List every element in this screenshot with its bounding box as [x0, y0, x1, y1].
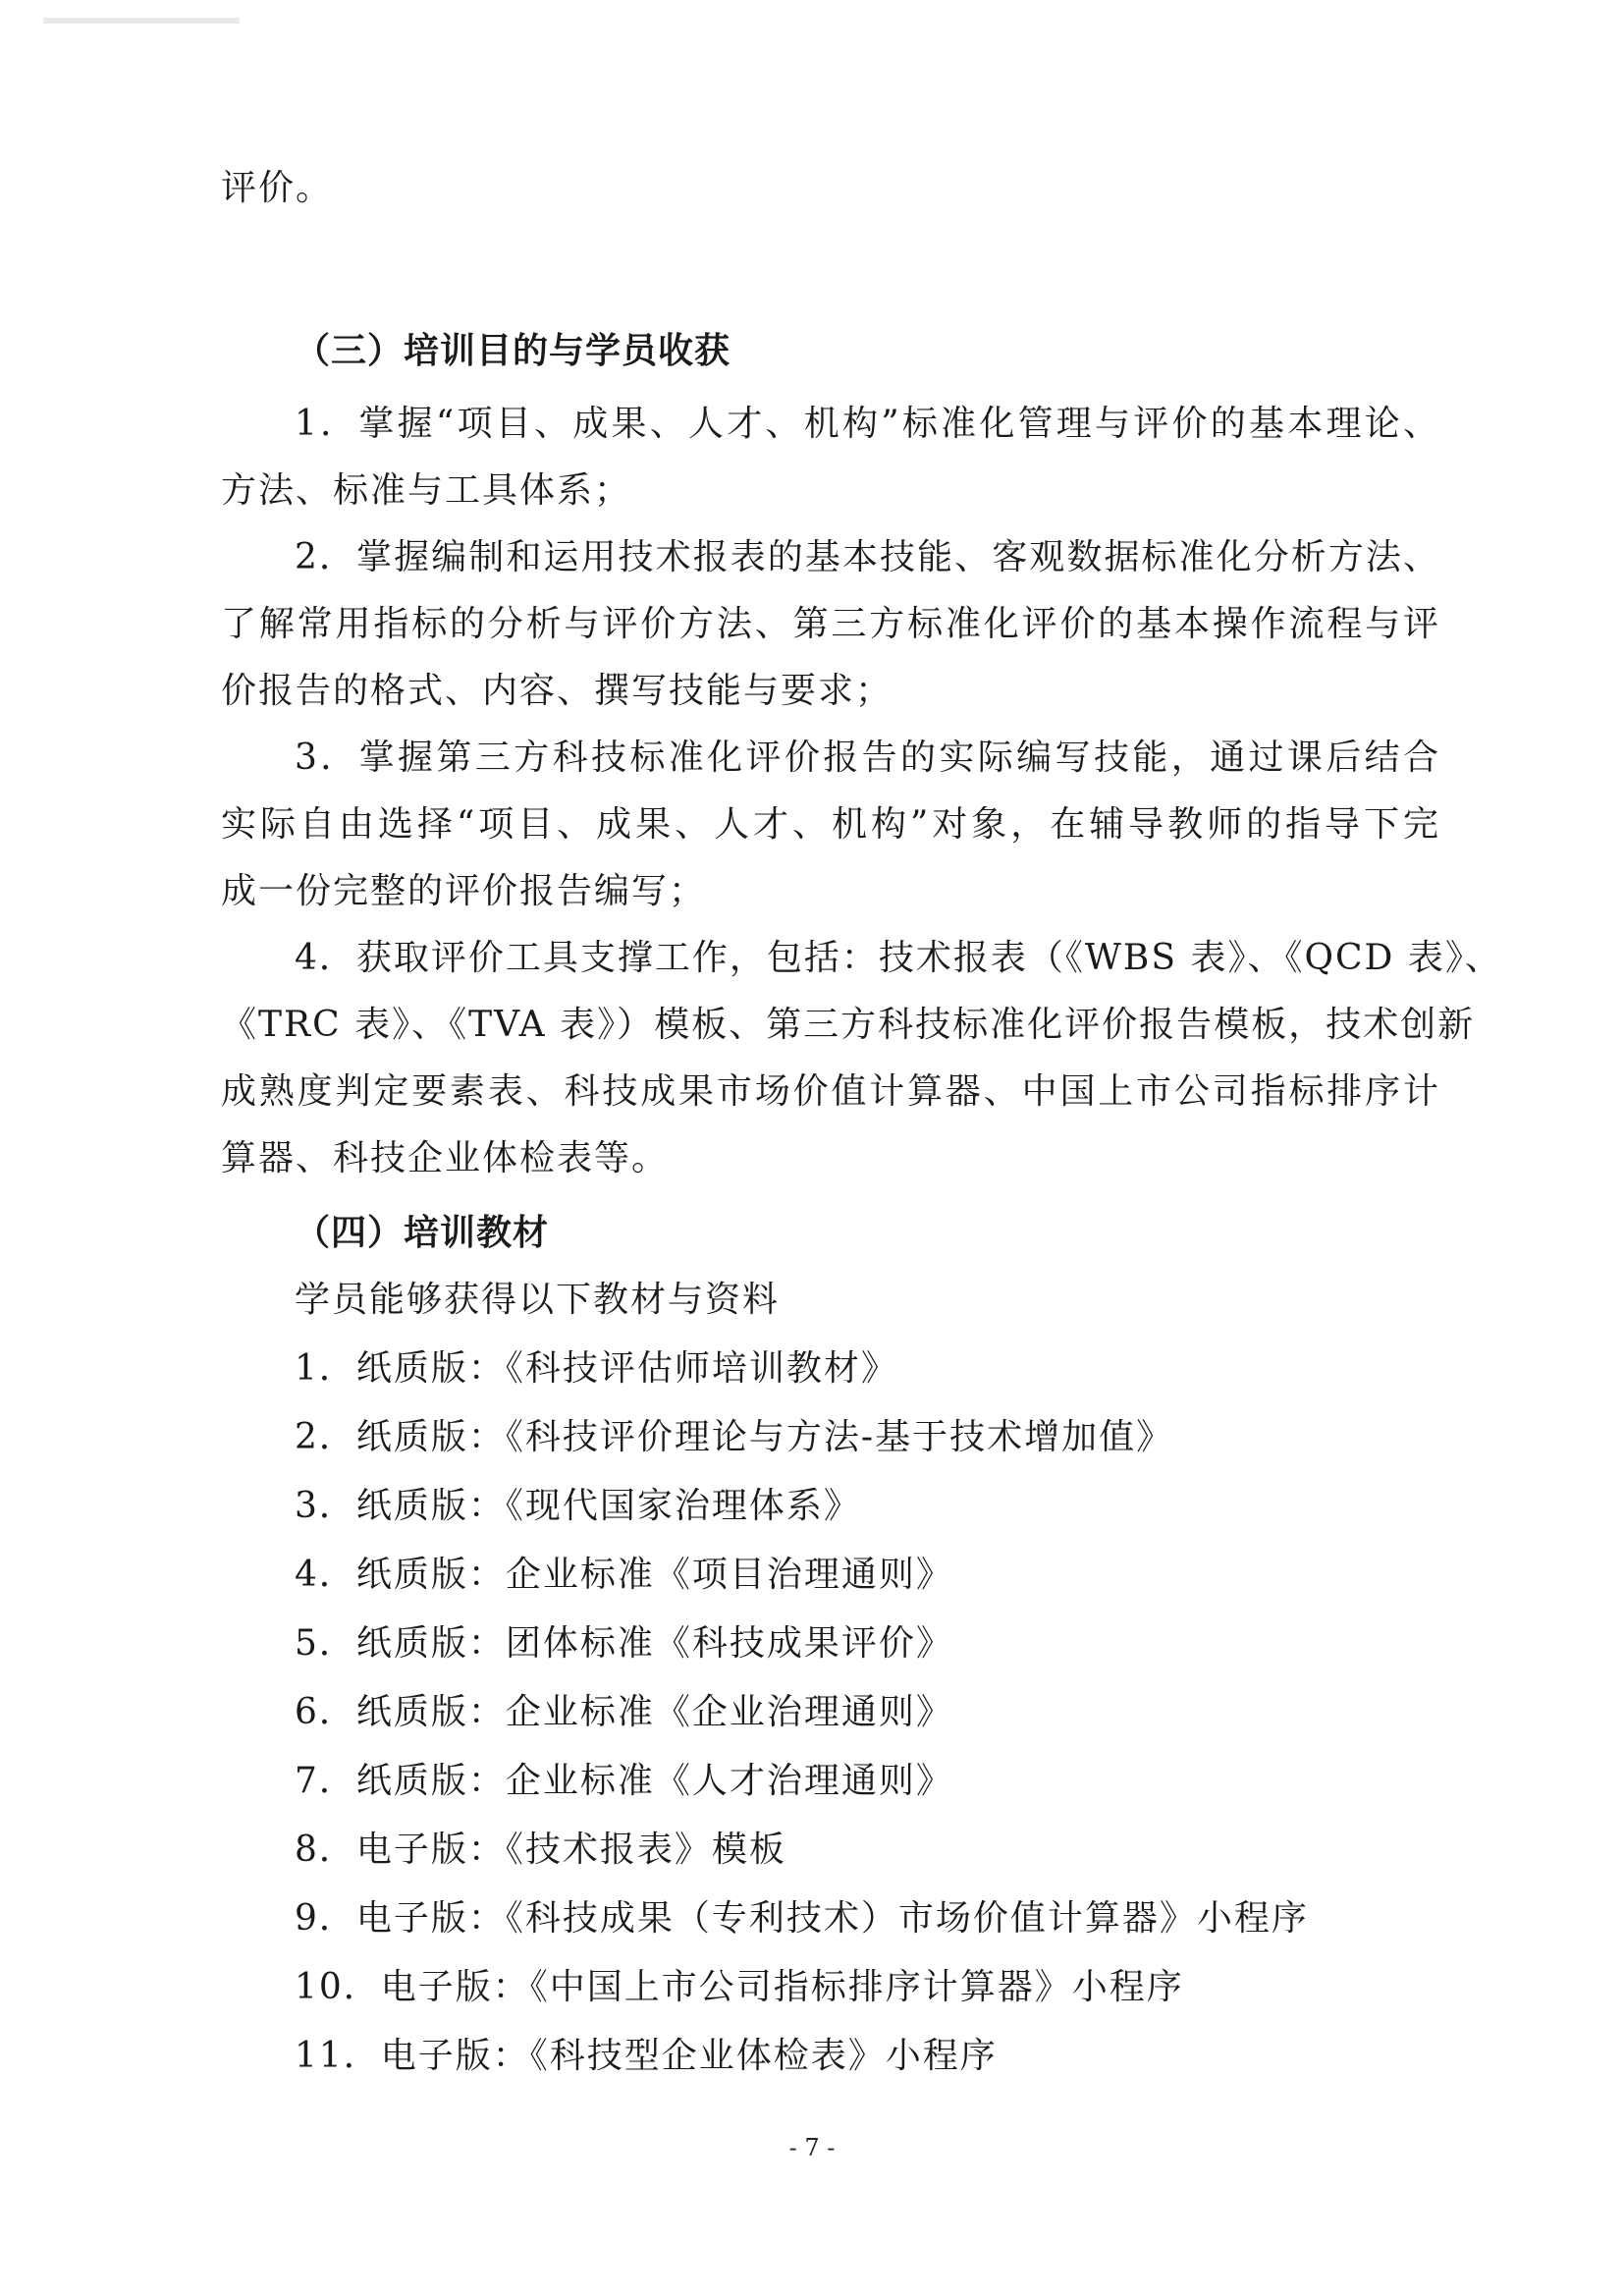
paragraph-3-line-2: 实际自由选择“项目、成果、人才、机构”对象，在辅导教师的指导下完: [221, 804, 1440, 845]
paragraph-2-line-1: 2．掌握编制和运用技术报表的基本技能、客观数据标准化分析方法、: [295, 537, 1440, 577]
paragraph-continuation: 评价。: [221, 168, 334, 208]
material-item: 5．纸质版：团体标准《科技成果评价》: [295, 1623, 953, 1664]
material-item: 2．纸质版：《科技评价理论与方法-基于技术增加值》: [295, 1417, 1174, 1457]
paragraph-4-line-2: 《TRC 表》、《TVA 表》）模板、第三方科技标准化评价报告模板，技术创新: [221, 1005, 1476, 1045]
material-item: 9．电子版：《科技成果（专利技术）市场价值计算器》小程序: [295, 1898, 1309, 1939]
material-item: 3．纸质版：《现代国家治理体系》: [295, 1486, 861, 1526]
paragraph-3-line-3: 成一份完整的评价报告编写；: [221, 871, 707, 911]
paragraph-4-line-3: 成熟度判定要素表、科技成果市场价值计算器、中国上市公司指标排序计: [221, 1071, 1440, 1112]
material-item: 4．纸质版：企业标准《项目治理通则》: [295, 1555, 953, 1595]
paragraph-1-line-1: 1．掌握“项目、成果、人才、机构”标准化管理与评价的基本理论、: [295, 404, 1440, 444]
paragraph-4-line-1: 4．获取评价工具支撑工作，包括：技术报表（《WBS 表》、《QCD 表》、: [295, 938, 1502, 978]
materials-intro: 学员能够获得以下教材与资料: [295, 1280, 781, 1320]
paragraph-1-line-2: 方法、标准与工具体系；: [221, 470, 632, 511]
scan-artifact: [43, 18, 240, 24]
paragraph-3-line-1: 3．掌握第三方科技标准化评价报告的实际编写技能，通过课后结合: [295, 738, 1440, 778]
paragraph-2-line-3: 价报告的格式、内容、撰写技能与要求；: [221, 671, 893, 711]
material-item: 8．电子版：《技术报表》模板: [295, 1830, 786, 1870]
material-item: 7．纸质版：企业标准《人才治理通则》: [295, 1761, 953, 1801]
page-number: - 7 -: [788, 2134, 836, 2161]
material-item: 10．电子版：《中国上市公司指标排序计算器》小程序: [295, 1967, 1184, 2007]
section-heading-4: （四）培训教材: [295, 1213, 550, 1253]
material-item: 11．电子版：《科技型企业体检表》小程序: [295, 2036, 998, 2076]
section-heading-3: （三）培训目的与学员收获: [295, 331, 731, 371]
material-item: 1．纸质版：《科技评估师培训教材》: [295, 1348, 898, 1389]
material-item: 6．纸质版：企业标准《企业治理通则》: [295, 1692, 953, 1732]
paragraph-2-line-2: 了解常用指标的分析与评价方法、第三方标准化评价的基本操作流程与评: [221, 604, 1440, 644]
paragraph-4-line-4: 算器、科技企业体检表等。: [221, 1138, 670, 1178]
